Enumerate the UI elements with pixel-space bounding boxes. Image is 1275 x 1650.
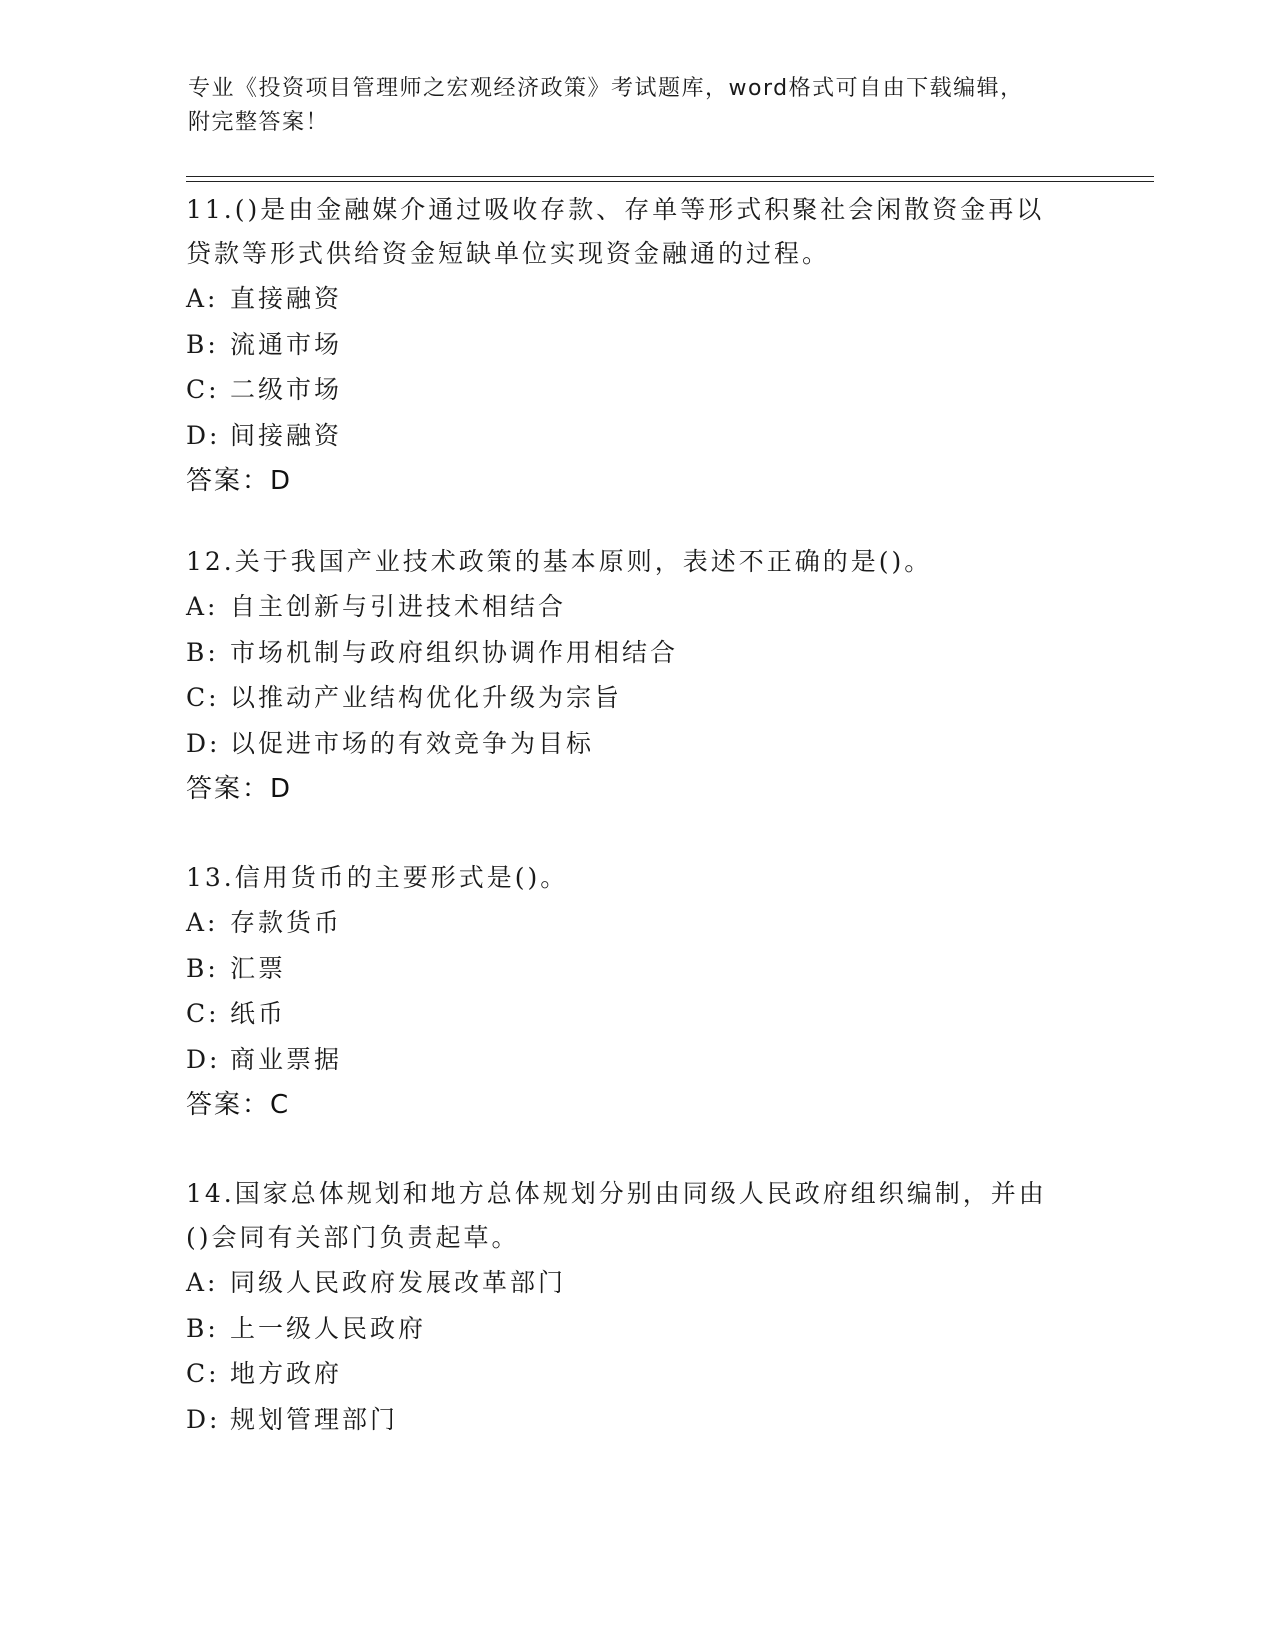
option-text: 汇票 — [230, 953, 287, 983]
option-c — [186, 367, 1086, 413]
option-d — [186, 721, 1086, 767]
option-key: C: — [186, 375, 220, 404]
option-text: 商业票据 — [230, 1044, 343, 1074]
option-c — [186, 1351, 1086, 1397]
option-key: A: — [186, 592, 219, 621]
option-key: D: — [186, 420, 221, 450]
option-key: C: — [186, 999, 220, 1028]
option-text: 自主创新与引进技术相结合 — [230, 592, 567, 621]
option-text: 地方政府 — [230, 1359, 343, 1388]
question-stem: 贷款等形式供给资金短缺单位实现资金融通的过程。 — [186, 239, 831, 268]
option-a — [186, 900, 1086, 946]
option-b — [186, 946, 1086, 992]
option-key: C: — [186, 1359, 220, 1388]
option-key: B: — [186, 329, 219, 359]
document-header — [188, 72, 1088, 140]
answer-line: 答案：C — [186, 1090, 291, 1120]
option-d — [186, 1397, 1086, 1443]
option-text: 规划管理部门 — [230, 1404, 399, 1434]
question-14 — [186, 1172, 1086, 1442]
option-text: 市场机制与政府组织协调作用相结合 — [230, 637, 679, 667]
header-divider-bottom — [186, 181, 1154, 182]
option-c — [186, 675, 1086, 721]
option-text: 以推动产业结构优化升级为宗旨 — [230, 683, 623, 712]
question-11 — [186, 188, 1086, 504]
header-line-1: 专业《投资项目管理师之宏观经济政策》考试题库，word格式可自由下载编辑， — [188, 76, 1024, 101]
option-c — [186, 991, 1086, 1037]
option-b — [186, 1306, 1086, 1352]
answer-line: 答案：D — [186, 774, 293, 804]
option-text: 流通市场 — [230, 329, 343, 359]
option-text: 直接融资 — [230, 284, 343, 313]
option-b — [186, 322, 1086, 368]
option-b — [186, 630, 1086, 676]
question-13 — [186, 856, 1086, 1128]
header-line-2: 附完整答案！ — [188, 110, 330, 135]
option-text: 纸币 — [230, 999, 287, 1028]
option-key: B: — [186, 1313, 219, 1343]
option-text: 以促进市场的有效竞争为目标 — [230, 728, 595, 758]
option-key: D: — [186, 728, 221, 758]
option-d — [186, 1037, 1086, 1083]
question-stem: 12.关于我国产业技术政策的基本原则，表述不正确的是()。 — [186, 547, 933, 576]
option-key: A: — [186, 284, 219, 313]
question-stem: ()会同有关部门负责起草。 — [186, 1223, 520, 1252]
option-key: D: — [186, 1404, 221, 1434]
option-key: D: — [186, 1044, 221, 1074]
option-key: C: — [186, 683, 220, 712]
option-text: 上一级人民政府 — [230, 1313, 427, 1343]
option-text: 存款货币 — [230, 908, 343, 937]
option-text: 同级人民政府发展改革部门 — [230, 1268, 567, 1297]
option-text: 二级市场 — [230, 375, 343, 404]
option-a — [186, 1260, 1086, 1306]
question-12 — [186, 540, 1086, 812]
answer-line: 答案：D — [186, 466, 293, 496]
question-stem: 13.信用货币的主要形式是()。 — [186, 863, 569, 892]
option-key: A: — [186, 908, 219, 937]
option-key: A: — [186, 1268, 219, 1297]
option-a — [186, 584, 1086, 630]
option-key: B: — [186, 637, 219, 667]
option-a — [186, 276, 1086, 322]
header-divider-top — [186, 176, 1154, 177]
question-stem: 14.国家总体规划和地方总体规划分别由同级人民政府组织编制，并由 — [186, 1179, 1047, 1208]
option-key: B: — [186, 953, 219, 983]
option-d — [186, 413, 1086, 459]
question-stem: 11.()是由金融媒介通过吸收存款、存单等形式积聚社会闲散资金再以 — [186, 195, 1045, 224]
option-text: 间接融资 — [230, 420, 343, 450]
